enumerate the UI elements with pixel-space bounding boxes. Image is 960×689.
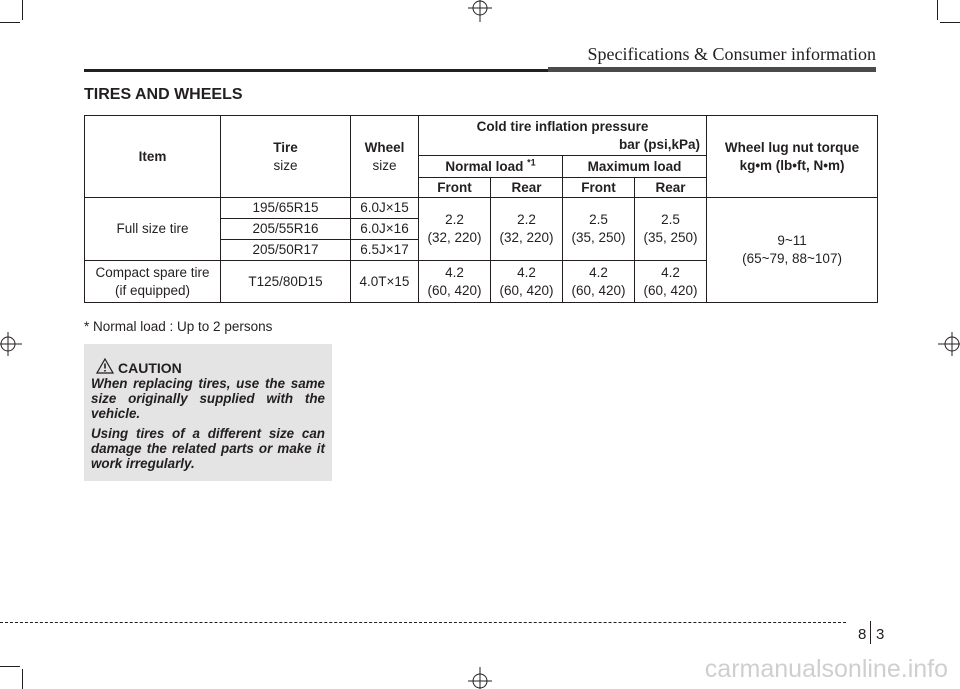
- crop-mark-bottom-left-v: [22, 669, 23, 689]
- tire-wheel-spec-table: [84, 115, 878, 303]
- caution-paragraph: When replacing tires, use the same size originally supplied with the vehicle.: [91, 376, 325, 421]
- header-item: Item: [85, 116, 221, 198]
- registration-mark-left-icon: [0, 330, 24, 358]
- pressure-cell: 4.2 (60, 420): [635, 261, 707, 303]
- section-title: Specifications & Consumer information: [587, 44, 876, 64]
- pressure-cell: 4.2 (60, 420): [491, 261, 563, 303]
- crop-mark-bottom-left-h: [0, 666, 20, 667]
- pressure-cell: 2.2 (32, 220): [491, 198, 563, 261]
- header-row-1: [85, 116, 878, 156]
- tire-size-cell: T125/80D15: [221, 261, 351, 303]
- registration-mark-bottom-icon: [466, 665, 494, 689]
- page-number: 3: [876, 626, 885, 643]
- caution-paragraph: Using tires of a different size can damage the related parts or make it work irregularly.: [91, 426, 325, 471]
- pressure-cell: 4.2 (60, 420): [419, 261, 491, 303]
- caution-title: CAUTION: [118, 360, 182, 376]
- crop-mark-top-left-h: [0, 22, 20, 23]
- header-rule-accent: [548, 67, 876, 72]
- tire-size-cell: 195/65R15: [221, 198, 351, 219]
- pressure-cell: 4.2 (60, 420): [563, 261, 635, 303]
- header-front: Front: [563, 178, 635, 198]
- table-row: [85, 198, 878, 219]
- header-normal-load: Normal load $^{*1}$: [419, 156, 563, 178]
- warning-triangle-icon: [96, 358, 114, 374]
- wheel-size-cell: 6.0J×16: [351, 219, 419, 240]
- registration-mark-right-icon: [936, 330, 960, 358]
- torque-cell: 9~11 (65~79, 88~107): [707, 198, 878, 303]
- chapter-number: 8: [858, 626, 867, 643]
- header-wheel-size: Wheel size: [351, 116, 419, 198]
- crop-mark-top-right-v: [937, 0, 938, 20]
- header-rear: Rear: [635, 178, 707, 198]
- watermark: carmanualsonline.info: [704, 655, 948, 683]
- pressure-cell: 2.5 (35, 250): [635, 198, 707, 261]
- crop-mark-top-right-h: [940, 22, 960, 23]
- tire-size-cell: 205/50R17: [221, 240, 351, 261]
- header-lug-nut-torque: Wheel lug nut torque kg•m (lb•ft, N•m): [707, 116, 878, 198]
- tire-size-cell: 205/55R16: [221, 219, 351, 240]
- caution-box: [84, 344, 332, 481]
- header-rear: Rear: [491, 178, 563, 198]
- page-number-divider: [870, 621, 871, 644]
- pressure-cell: 2.2 (32, 220): [419, 198, 491, 261]
- wheel-size-cell: 4.0T×15: [351, 261, 419, 303]
- header-front: Front: [419, 178, 491, 198]
- header-tire-size: Tire size: [221, 116, 351, 198]
- full-size-tire-label: Full size tire: [85, 198, 221, 261]
- pressure-cell: 2.5 (35, 250): [563, 198, 635, 261]
- registration-mark-top-icon: [466, 0, 494, 24]
- page-title: TIRES AND WHEELS: [84, 86, 243, 103]
- crop-mark-top-left-v: [22, 0, 23, 20]
- caution-text: [91, 376, 325, 476]
- footer-dashed-rule: [0, 622, 846, 623]
- wheel-size-cell: 6.0J×15: [351, 198, 419, 219]
- wheel-size-cell: 6.5J×17: [351, 240, 419, 261]
- header-maximum-load: Maximum load: [563, 156, 707, 178]
- header-cold-tire-pressure: Cold tire inflation pressure bar (psi,kPa): [419, 116, 707, 156]
- compact-spare-label: Compact spare tire (if equipped): [85, 261, 221, 303]
- footnote: * Normal load : Up to 2 persons: [84, 319, 273, 334]
